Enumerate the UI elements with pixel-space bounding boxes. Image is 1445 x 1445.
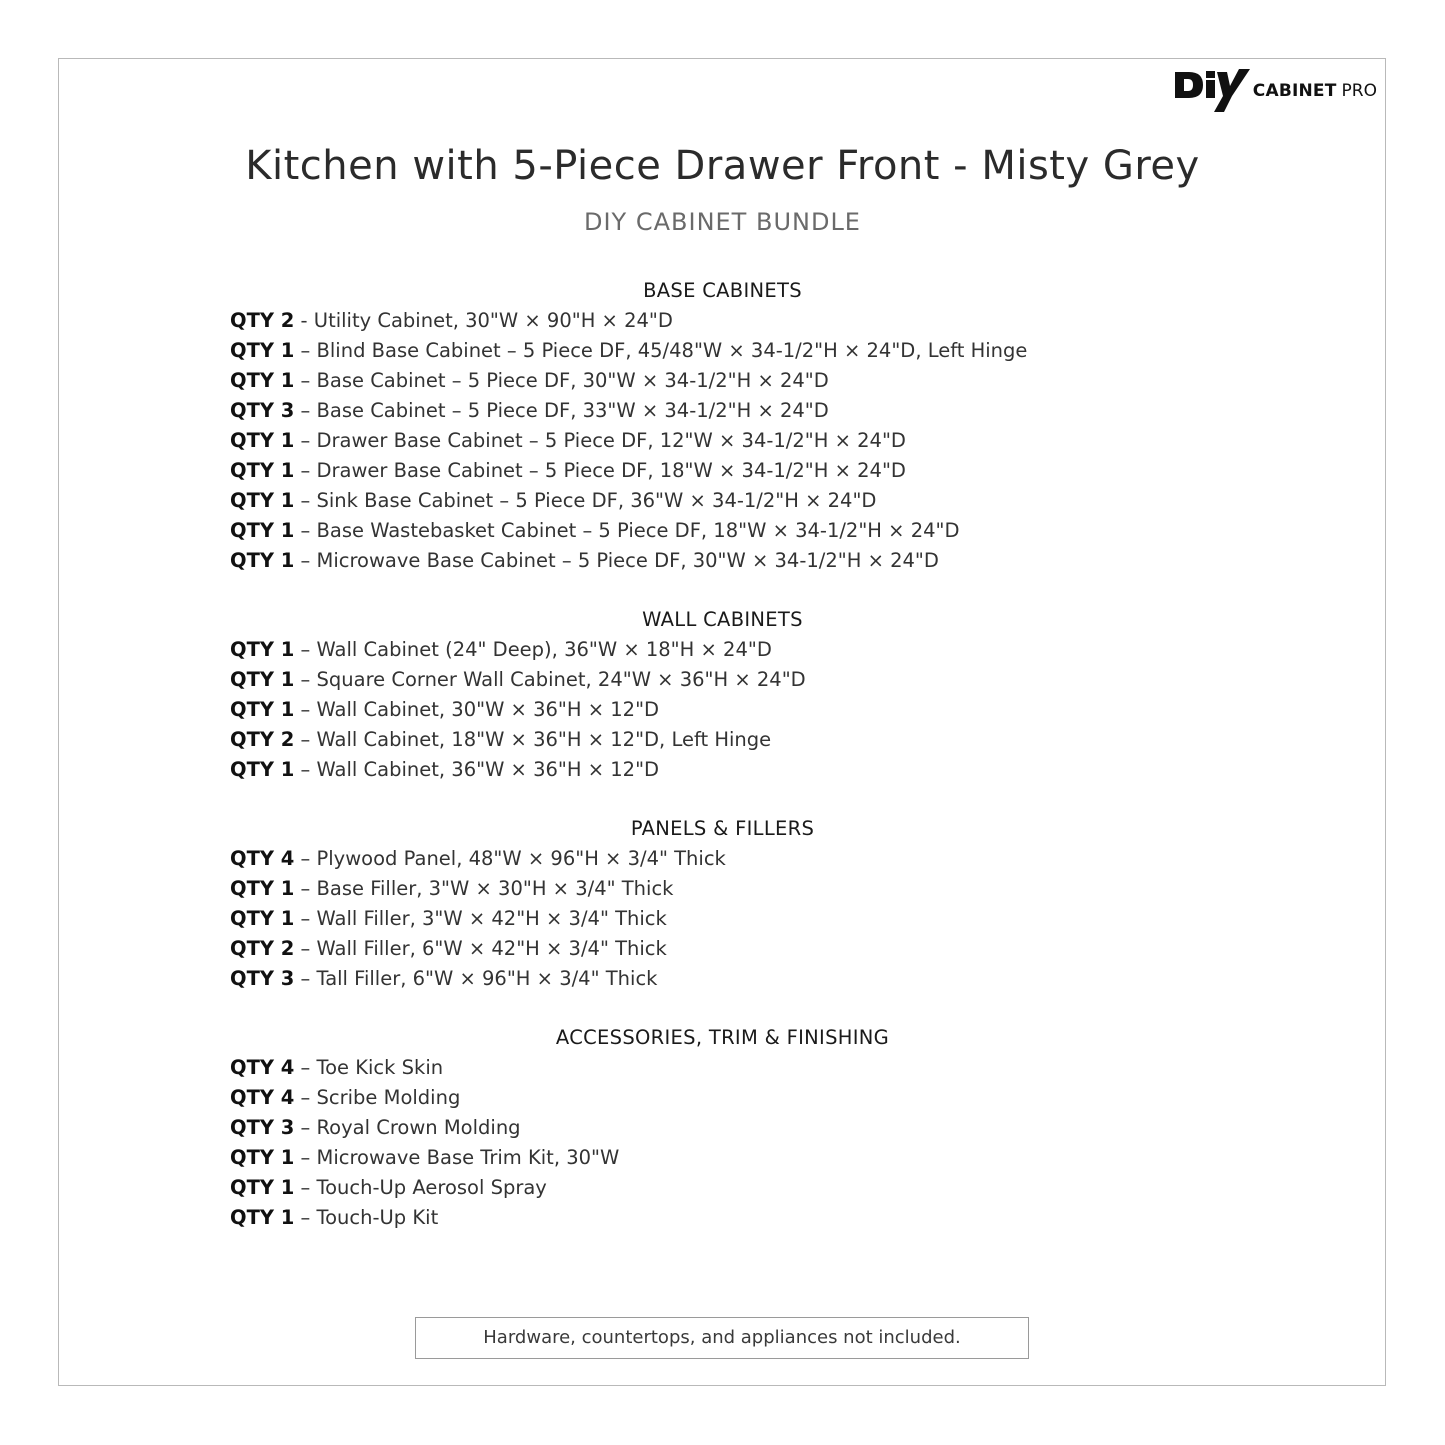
list-item xyxy=(230,904,1215,934)
list-item xyxy=(230,844,1215,874)
diy-cabinet-pro-logo xyxy=(1173,66,1377,112)
list-item xyxy=(230,486,1215,516)
section-panels-fillers xyxy=(230,814,1215,994)
section-heading: ACCESSORIES, TRIM & FINISHING xyxy=(555,1026,890,1049)
item-qty: QTY 1 xyxy=(230,519,295,542)
list-item xyxy=(230,725,1215,755)
list-item xyxy=(230,1083,1215,1113)
list-item xyxy=(230,456,1215,486)
section-base-cabinets xyxy=(230,276,1215,576)
list-item xyxy=(230,396,1215,426)
list-item xyxy=(230,1113,1215,1143)
item-description: – Wall Cabinet, 36"W × 36"H × 12"D xyxy=(294,758,660,781)
exclusions-note: Hardware, countertops, and appliances not included. xyxy=(415,1317,1029,1359)
section-heading: BASE CABINETS xyxy=(643,279,802,302)
item-description: – Blind Base Cabinet – 5 Piece DF, 45/48"W × 34-1/2"H × 24"D, Left Hinge xyxy=(294,339,1028,362)
item-qty: QTY 1 xyxy=(230,1146,295,1169)
item-qty: QTY 1 xyxy=(230,369,295,392)
list-item xyxy=(230,934,1215,964)
section-heading: PANELS & FILLERS xyxy=(630,817,815,840)
item-description: – Wall Filler, 3"W × 42"H × 3/4" Thick xyxy=(294,907,667,930)
item-qty: QTY 4 xyxy=(230,847,295,870)
item-qty: QTY 3 xyxy=(230,1116,295,1139)
item-qty: QTY 2 xyxy=(230,937,295,960)
item-description: – Sink Base Cabinet – 5 Piece DF, 36"W × 34-1/2"H × 24"D xyxy=(294,489,877,512)
item-qty: QTY 2 xyxy=(230,728,295,751)
list-item xyxy=(230,516,1215,546)
item-qty: QTY 1 xyxy=(230,1206,295,1229)
list-item xyxy=(230,1053,1215,1083)
item-description: – Scribe Molding xyxy=(294,1086,461,1109)
item-description: – Tall Filler, 6"W × 96"H × 3/4" Thick xyxy=(294,967,658,990)
list-item xyxy=(230,426,1215,456)
item-description: – Microwave Base Cabinet – 5 Piece DF, 30"W × 34-1/2"H × 24"D xyxy=(294,549,939,572)
item-description: – Plywood Panel, 48"W × 96"H × 3/4" Thick xyxy=(294,847,726,870)
section-heading: WALL CABINETS xyxy=(642,608,803,631)
list-item xyxy=(230,665,1215,695)
list-item xyxy=(230,366,1215,396)
item-description: – Wall Cabinet (24" Deep), 36"W × 18"H × 24"D xyxy=(294,638,772,661)
item-qty: QTY 3 xyxy=(230,399,295,422)
item-qty: QTY 2 xyxy=(230,309,295,332)
item-description: – Base Wastebasket Cabinet – 5 Piece DF, 18"W × 34-1/2"H × 24"D xyxy=(294,519,960,542)
diy-logo-mark-icon xyxy=(1173,66,1251,112)
item-description: – Base Filler, 3"W × 30"H × 3/4" Thick xyxy=(294,877,674,900)
item-qty: QTY 1 xyxy=(230,758,295,781)
item-description: – Touch-Up Kit xyxy=(294,1206,439,1229)
page-subtitle: DIY CABINET BUNDLE xyxy=(584,208,861,236)
item-description: – Drawer Base Cabinet – 5 Piece DF, 18"W × 34-1/2"H × 24"D xyxy=(294,459,906,482)
item-qty: QTY 1 xyxy=(230,698,295,721)
item-description: – Drawer Base Cabinet – 5 Piece DF, 12"W × 34-1/2"H × 24"D xyxy=(294,429,906,452)
item-qty: QTY 1 xyxy=(230,638,295,661)
section-accessories xyxy=(230,1023,1215,1233)
logo-cabinet-text: CABINET xyxy=(1252,81,1337,101)
item-description: – Wall Filler, 6"W × 42"H × 3/4" Thick xyxy=(294,937,667,960)
list-item xyxy=(230,874,1215,904)
item-description: – Base Cabinet – 5 Piece DF, 33"W × 34-1/2"H × 24"D xyxy=(294,399,829,422)
logo-pro-text: PRO xyxy=(1341,81,1377,101)
item-qty: QTY 1 xyxy=(230,429,295,452)
item-description: – Touch-Up Aerosol Spray xyxy=(294,1176,547,1199)
list-item xyxy=(230,546,1215,576)
page-title: Kitchen with 5-Piece Drawer Front - Misty Grey xyxy=(245,143,1200,189)
item-qty: QTY 1 xyxy=(230,668,295,691)
list-item xyxy=(230,1203,1215,1233)
item-qty: QTY 1 xyxy=(230,877,295,900)
item-qty: QTY 1 xyxy=(230,1176,295,1199)
item-description: – Royal Crown Molding xyxy=(294,1116,521,1139)
list-item xyxy=(230,306,1215,336)
item-qty: QTY 1 xyxy=(230,907,295,930)
item-qty: QTY 3 xyxy=(230,967,295,990)
list-item xyxy=(230,635,1215,665)
section-wall-cabinets xyxy=(230,605,1215,785)
item-description: – Base Cabinet – 5 Piece DF, 30"W × 34-1/2"H × 24"D xyxy=(294,369,829,392)
item-description: – Square Corner Wall Cabinet, 24"W × 36"H × 24"D xyxy=(294,668,806,691)
list-item xyxy=(230,755,1215,785)
item-description: - Utility Cabinet, 30"W × 90"H × 24"D xyxy=(294,309,673,332)
list-item xyxy=(230,1143,1215,1173)
bundle-contents xyxy=(230,276,1215,1262)
item-description: – Toe Kick Skin xyxy=(294,1056,444,1079)
list-item xyxy=(230,336,1215,366)
item-qty: QTY 4 xyxy=(230,1056,295,1079)
item-qty: QTY 1 xyxy=(230,489,295,512)
item-qty: QTY 1 xyxy=(230,339,295,362)
item-description: – Wall Cabinet, 30"W × 36"H × 12"D xyxy=(294,698,660,721)
list-item xyxy=(230,695,1215,725)
item-qty: QTY 1 xyxy=(230,549,295,572)
item-description: – Wall Cabinet, 18"W × 36"H × 12"D, Left Hinge xyxy=(294,728,772,751)
list-item xyxy=(230,1173,1215,1203)
item-qty: QTY 4 xyxy=(230,1086,295,1109)
item-description: – Microwave Base Trim Kit, 30"W xyxy=(294,1146,620,1169)
item-qty: QTY 1 xyxy=(230,459,295,482)
list-item xyxy=(230,964,1215,994)
